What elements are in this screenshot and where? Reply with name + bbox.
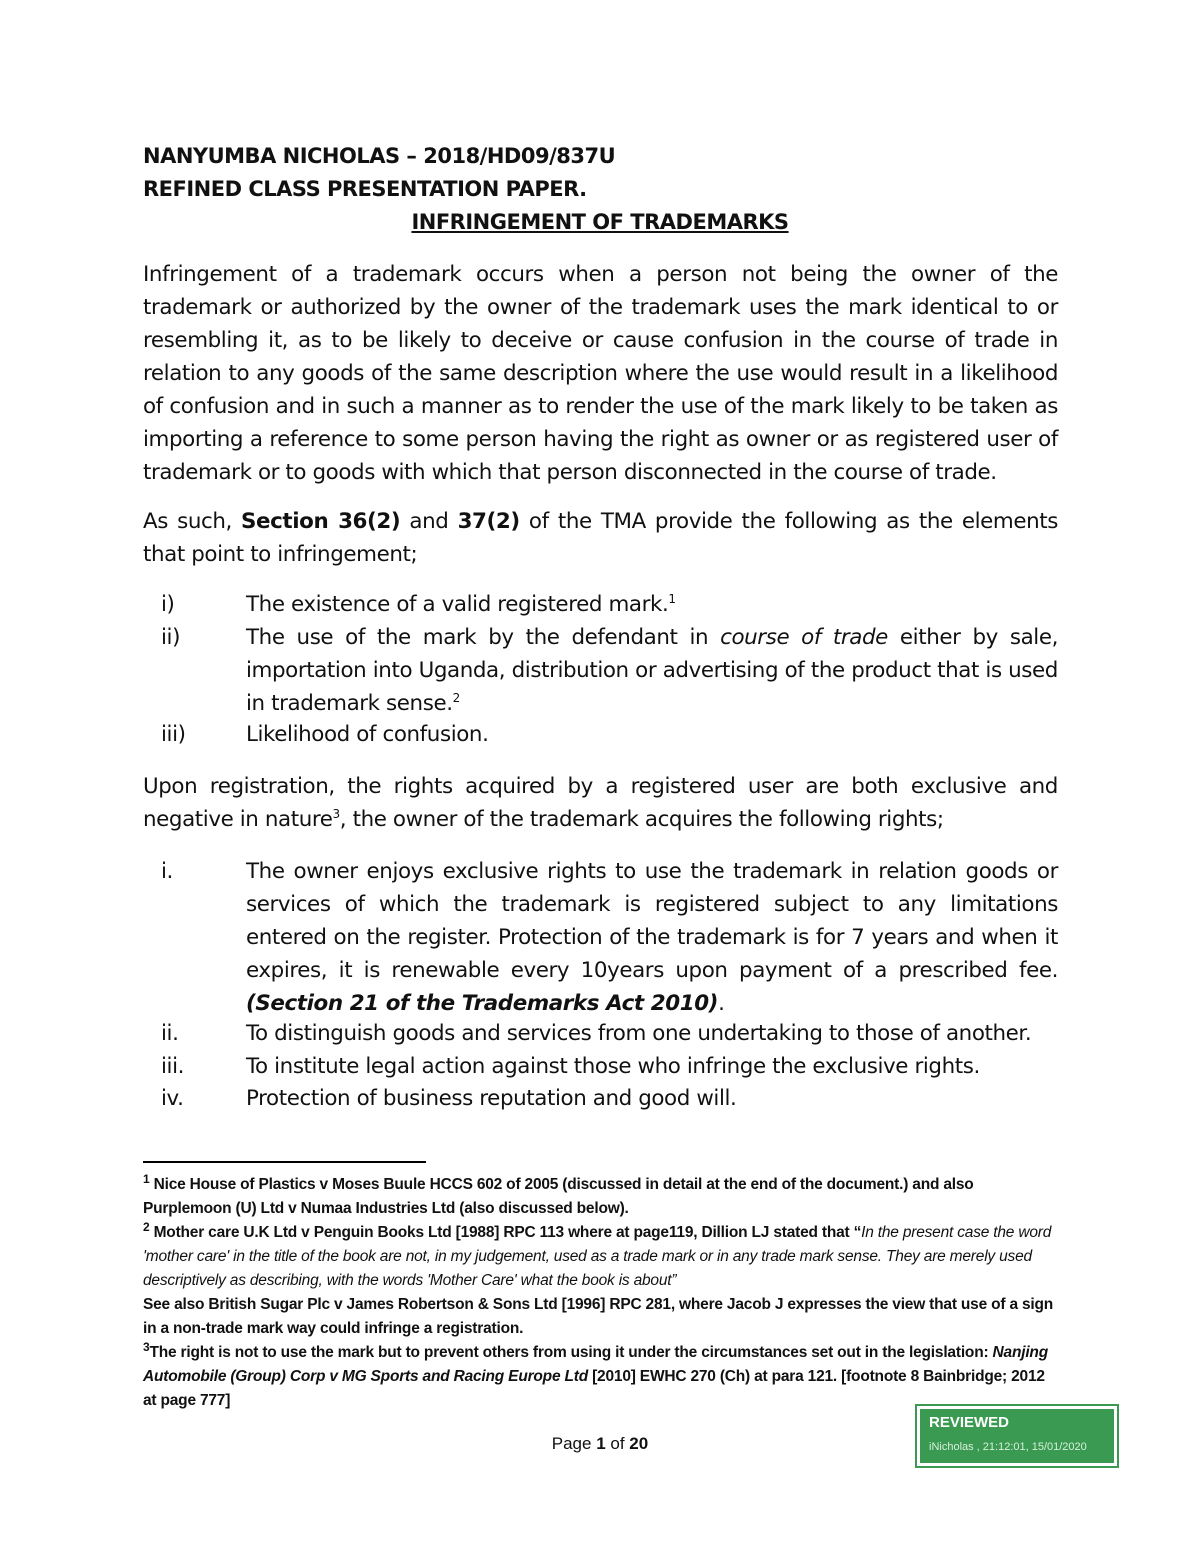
rights-intro-paragraph: Upon registration, the rights acquired by a registered user are both exclusive and negative in nature$^3$, the owner of the trademark acquires the following rights; xyxy=(143,774,1058,832)
footnote: $^1$ Nice House of Plastics v Moses Buule HCCS 602 of 2005 (discussed in detail at the end of the document.) and also Purplemoon (U) Ltd v Numaa Industries Ltd (also discussed below). xyxy=(143,1171,974,1217)
stamp-detail: iNicholas , 21:12:01, 15/01/2020 xyxy=(929,1441,1087,1453)
page-title: INFRINGEMENT OF TRADEMARKS xyxy=(411,210,789,234)
paper-type-line: REFINED CLASS PRESENTATION PAPER. xyxy=(143,177,587,201)
stamp-title: REVIEWED xyxy=(929,1414,1010,1431)
page-number: Page 1 of 20 xyxy=(551,1434,649,1453)
footnote-separator xyxy=(143,1161,426,1163)
footnote-ref[interactable]: 3 xyxy=(332,806,340,821)
section-reference: Section 36(2) xyxy=(241,509,401,534)
footnote-ref[interactable]: 2 xyxy=(452,690,460,705)
document-page: NANYUMBA NICHOLAS – 2018/HD09/837U REFINED CLASS PRESENTATION PAPER. INFRINGEMENT OF TRADEMARKS Infringement of a trademark occurs when a person not being the owner of the trademark or authorized by the owner of the trademark uses the mark identical to or resembling it, as to be likely to deceive or cause confusion in the course of trade in relation to any goods of the same description where the use would result in a likelihood of confusion and in such a manner as to render the use of the mark likely to be taken as importing a reference to some person having the right as owner or as registered user of trademark or to goods with which that person disconnected in the course of trade. As such, Section 36(2) and 37(2) of the TMA provide the following as the elements that point to infringement; i) The existence of a valid registered mark.$^1$ ii) The use of the mark by the defendant in course of trade either by sale, importation into Uganda, distribution or advertising of the product that is used in trademark sense.$^2$ iii) Likelihood of confusion. Upon registration, the rights acquired by a registered user are both exclusive and negative in nature$^3$, the owner of the trademark acquires the following rights; i. The owner enjoys exclusive rights to use the trademark in relation goods or services of which the trademark is registered subject to any limitations entered on the register. Protection of the trademark is for 7 years and when it expires, it is renewable every 10years upon payment of a prescribed fee. (Section 21 of the Trademarks Act 2010). ii. To distinguish goods and services from one undertaking to those of another. iii. To institute legal action against those who infringe the exclusive rights. iv. Protection of business reputation and good will. $^1$ Nice House of Plastics v Moses Buule HCCS 602 of 2005 (discussed in detail at the end of the document.) and also Purplemoon (U) Ltd v Numaa Industries Ltd (also discussed below). $^2$ Mother care U.K Ltd v Penguin Books Ltd [1988] RPC 113 where at page119, Dillion LJ stated that “In the present case the word 'mother care' in the title of the book are not, in my judgement, used as a trade mark or in any trade mark sense. They are merely used descriptively as describing, with the words 'Mother Care' what the book is about” See also British Sugar Plc v James Robertson & Sons Ltd [1996] RPC 281, where Jacob J expresses the view that use of a sign in a non-trade mark way could infringe a registration. $^3$The right is not to use the mark but to prevent others from using it under the circumstances set out in the legislation: Nanjing Automobile (Group) Corp v MG Sports and Racing Europe Ltd [2010] EWHC 270 (Ch) at para 121. [footnote 8 Bainbridge; 2012 at page 777] Page 1 of 20 REVIEWED iNicholas , 21:12:01, 15/01/2020 xyxy=(0,0,1200,1553)
reviewed-stamp[interactable] xyxy=(917,1406,1117,1466)
footnote-ref[interactable]: 1 xyxy=(668,591,676,606)
footnote: $^3$The right is not to use the mark but to prevent others from using it under the circumstances set out in the legislation: Nanjing Automobile (Group) Corp v MG Sports and Racing Europe Ltd [2010] EWHC 270 (Ch) at para 121. [footnote 8 Bainbridge; 2012 at page 777] xyxy=(143,1339,1048,1409)
footnote: $^2$ Mother care U.K Ltd v Penguin Books Ltd [1988] RPC 113 where at page119, Dillion LJ stated that “In the present case the word 'mother care' in the title of the book are not, in my judgement, used as a trade mark or in any trade mark sense. They are merely used descriptively as describing, with the words 'Mother Care' what the book is about” See also British Sugar Plc v James Robertson & Sons Ltd [1996] RPC 281, where Jacob J expresses the view that use of a sign in a non-trade mark way could infringe a registration. xyxy=(143,1219,1054,1337)
intro-paragraph: Infringement of a trademark occurs when a person not being the owner of the trademark or authorized by the owner of the trademark uses the mark identical to or resembling it, as to be likely to deceive or cause confusion in the course of trade in relation to any goods of the same description where the use would result in a likelihood of confusion and in such a manner as to render the use of the mark likely to be taken as importing a reference to some person having the right as owner or as registered user of trademark or to goods with which that person disconnected in the course of trade. xyxy=(143,262,1058,485)
author-line: NANYUMBA NICHOLAS – 2018/HD09/837U xyxy=(143,144,616,168)
section-reference: 37(2) xyxy=(457,509,520,534)
elements-intro-paragraph: As such, Section 36(2) and 37(2) of the TMA provide the following as the elements that point to infringement; xyxy=(143,509,1058,567)
